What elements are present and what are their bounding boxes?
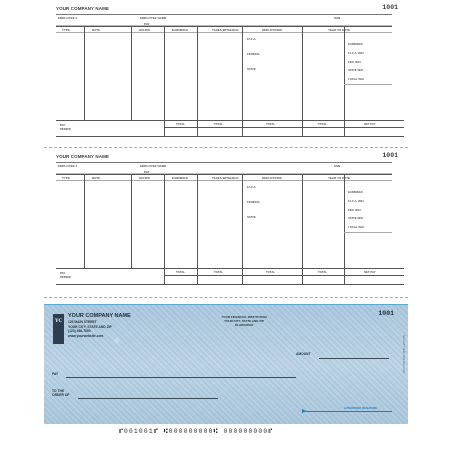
check-company-name: YOUR COMPANY NAME — [68, 313, 131, 319]
check-address-line-2: YOUR CITY, STATE AND ZIP — [68, 324, 112, 329]
ytd-state: STATE W/H — [348, 216, 363, 220]
total-earnings: TOTAL — [214, 122, 224, 126]
signature-label: AUTHORIZED SIGNATURE — [344, 407, 377, 410]
col-deductions: DEDUCTIONS — [262, 175, 282, 180]
tax-state: STATE — [247, 215, 256, 219]
logo-letters: YC — [54, 319, 63, 324]
stub-bottom-line — [56, 284, 404, 285]
stub-bottom-line — [56, 136, 404, 137]
payee-line — [78, 398, 218, 399]
tax-federal: FEDERAL — [247, 52, 261, 56]
totals-top-line — [56, 120, 404, 121]
employee-name-label: EMPLOYEE NAME — [140, 164, 167, 168]
security-features-text: SECURITY FEATURES INCLUDED — [402, 335, 405, 374]
stub-company-name: YOUR COMPANY NAME — [56, 6, 110, 11]
ytd-fica: F.I.C.A. W/H — [348, 199, 364, 203]
micr-line: ⑈001001⑈ ⑆000000000⑆ 000000000⑈ — [119, 428, 274, 435]
pay-label: PAY — [144, 21, 150, 26]
ytd-earnings: EARNINGS — [348, 190, 363, 194]
employee-header-row — [56, 162, 392, 174]
col-rate: RATE — [92, 175, 100, 180]
pay-line — [66, 377, 296, 378]
totals-mid-line — [164, 275, 404, 276]
total-hours: TOTAL — [176, 270, 186, 274]
divider — [131, 174, 132, 268]
tax-fica: F.I.C.A. — [247, 185, 257, 189]
bank-city: YOUR CITY, STATE AND ZIP — [224, 319, 264, 323]
pay-period-label-1: PAY — [60, 123, 66, 127]
column-header-bottom-line — [56, 180, 392, 181]
ytd-state: STATE W/H — [348, 68, 363, 72]
ytd-fed: FED. W/H — [348, 60, 361, 64]
col-earnings: EARNINGS — [172, 27, 188, 32]
stub-check-number: 1001 — [382, 152, 398, 159]
col-type: TYPE — [62, 175, 70, 180]
col-taxes-withheld: TAXES WITHHELD — [212, 175, 239, 180]
net-pay-label: NET PAY — [364, 270, 376, 274]
ytd-local: LOCAL W/H — [348, 77, 364, 81]
pay-label: PAY — [144, 169, 150, 174]
employee-header-row — [56, 14, 392, 26]
col-hours: HOURS — [139, 175, 150, 180]
company-logo — [53, 314, 64, 344]
tax-fica: F.I.C.A. — [247, 37, 257, 41]
employee-number-label: EMPLOYEE # — [58, 164, 78, 168]
col-hours: HOURS — [139, 27, 150, 32]
amount-label: AMOUNT — [296, 352, 311, 356]
check-address-line-4: www.yourwebsite.com — [68, 333, 104, 338]
perforation — [44, 297, 408, 298]
bank-name: YOUR FINANCIAL INSTITUTION — [221, 315, 267, 319]
total-deductions: TOTAL — [318, 270, 328, 274]
divider — [84, 26, 85, 120]
ytd-fed: FED. W/H — [348, 208, 361, 212]
pay-period-label-2: PERIOD — [60, 127, 71, 131]
tax-federal: FEDERAL — [247, 200, 261, 204]
employee-number-label: EMPLOYEE # — [58, 16, 78, 20]
rule — [344, 84, 392, 85]
payroll-check-sheet — [44, 0, 408, 450]
check-address-line-3: (123) 456-7890 — [68, 329, 91, 333]
stub-check-number: 1001 — [382, 4, 398, 11]
col-year-to-date: YEAR TO DATE — [328, 27, 351, 32]
column-header-bottom-line — [56, 32, 392, 33]
stub-bottom — [44, 152, 408, 287]
stub-top — [44, 4, 408, 139]
pay-period-label-1: PAY — [60, 271, 66, 275]
check-address-line-1: 123 MAIN STREET — [68, 320, 97, 324]
divider — [84, 174, 85, 268]
divider — [131, 26, 132, 120]
amount-line — [319, 358, 389, 359]
to-the-order-label-1: TO THE — [52, 389, 65, 393]
col-year-to-date: YEAR TO DATE — [328, 175, 351, 180]
col-deductions: DEDUCTIONS — [262, 27, 282, 32]
rule — [344, 232, 392, 233]
total-taxes: TOTAL — [266, 270, 276, 274]
perforation — [44, 147, 408, 148]
totals-top-line — [56, 268, 404, 269]
check-number: 1001 — [378, 310, 394, 317]
tax-state: STATE — [247, 67, 256, 71]
check — [44, 304, 408, 424]
signature-line — [302, 411, 392, 412]
bank-routing-fraction: 00-0000/0000 — [234, 323, 254, 327]
col-taxes-withheld: TAXES WITHHELD — [212, 27, 239, 32]
total-taxes: TOTAL — [266, 122, 276, 126]
employee-name-label: EMPLOYEE NAME — [140, 16, 167, 20]
pay-line-label: PAY — [52, 372, 59, 376]
ytd-fica: F.I.C.A. W/H — [348, 51, 364, 55]
ytd-local: LOCAL W/H — [348, 225, 364, 229]
ssn-label: SSN — [334, 164, 341, 168]
total-earnings: TOTAL — [214, 270, 224, 274]
total-hours: TOTAL — [176, 122, 186, 126]
total-deductions: TOTAL — [318, 122, 328, 126]
net-pay-label: NET PAY — [364, 122, 376, 126]
pay-period-label-2: PERIOD — [60, 275, 71, 279]
to-the-order-label-2: ORDER OF — [52, 393, 70, 397]
col-type: TYPE — [62, 27, 70, 32]
ytd-earnings: EARNINGS — [348, 42, 363, 46]
stub-company-name: YOUR COMPANY NAME — [56, 154, 110, 159]
totals-mid-line — [164, 127, 404, 128]
ssn-label: SSN — [334, 16, 341, 20]
col-earnings: EARNINGS — [172, 175, 188, 180]
col-rate: RATE — [92, 27, 100, 32]
